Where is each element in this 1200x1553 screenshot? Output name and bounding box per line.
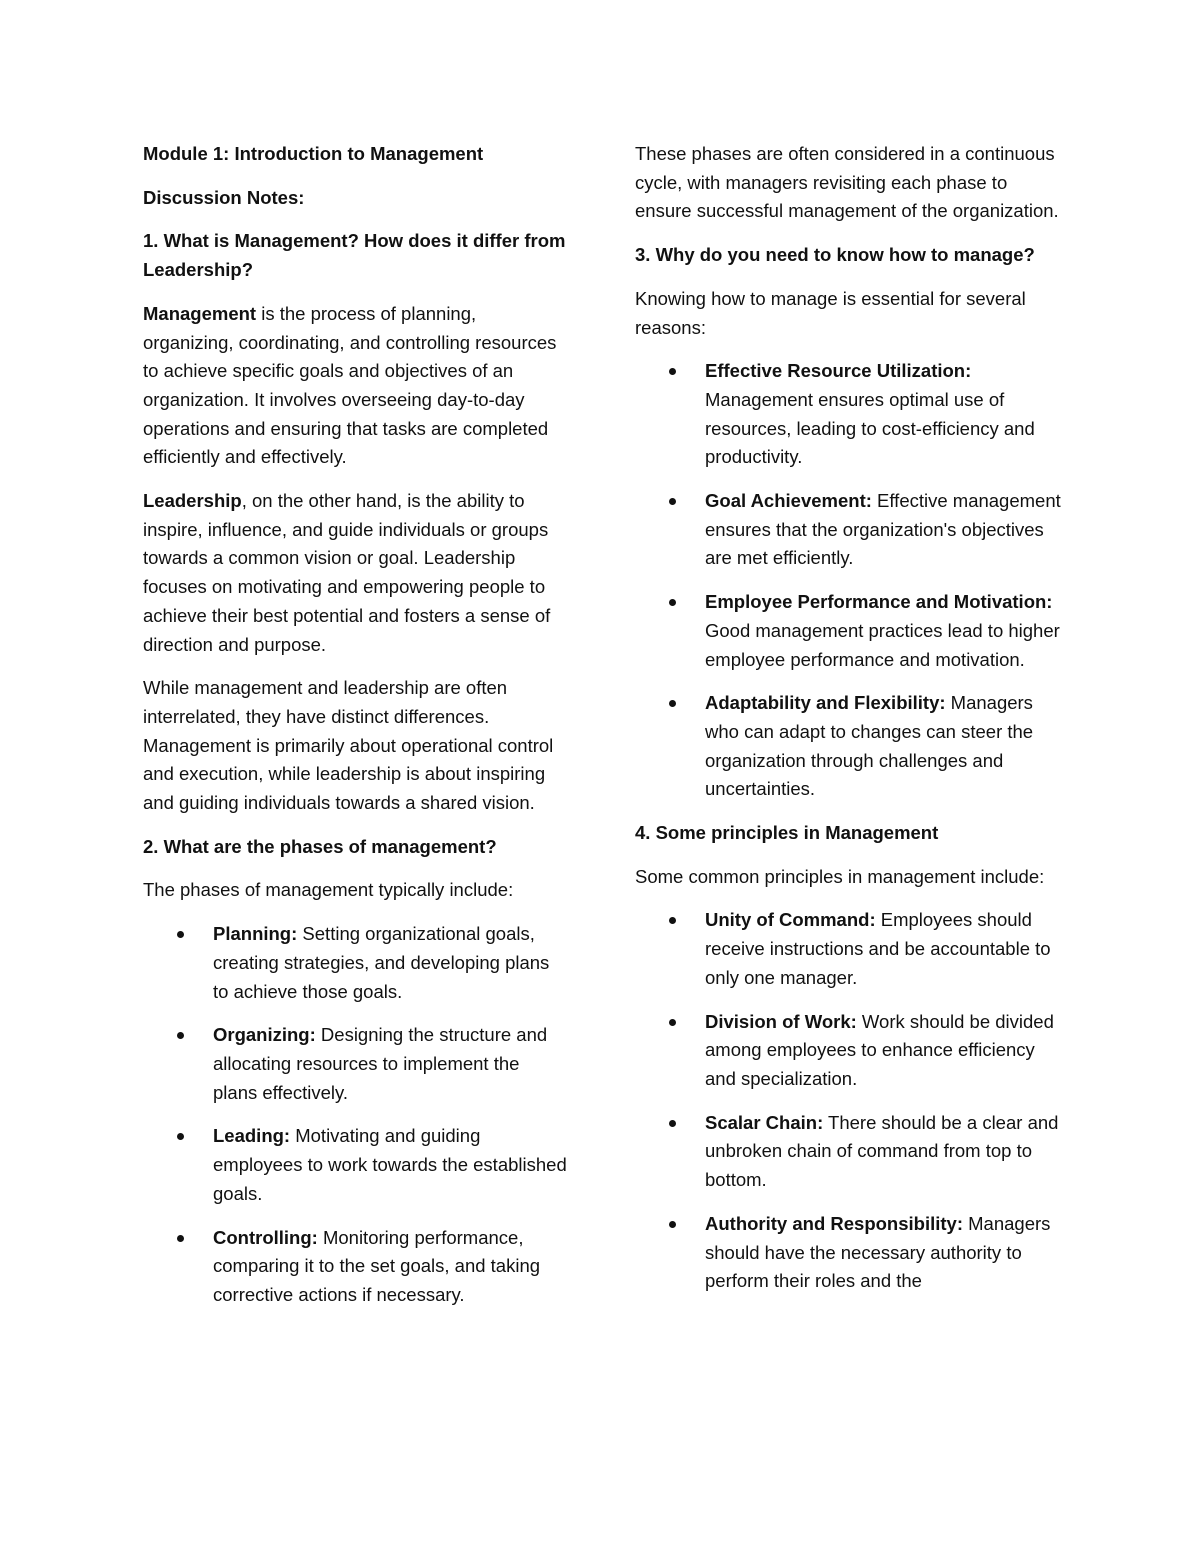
phases-cycle-paragraph: These phases are often considered in a continuous cycle, with managers revisiting each phase to ensure successful management of the organization. (635, 143, 1059, 222)
phases-list (143, 920, 568, 1309)
phases-intro: The phases of management typically include: (143, 879, 514, 901)
list-item-term: Organizing: (213, 1024, 316, 1046)
bullet-icon (669, 599, 676, 606)
list-item-term: Leading: (213, 1125, 291, 1147)
reasons-list (635, 357, 1065, 804)
list-item-term: Employee Performance and Motivation: (705, 591, 1053, 613)
list-item-text: Designing the structure and allocating resources to implement the plans effectively. (213, 1024, 548, 1103)
list-item-term: Goal Achievement: (705, 490, 872, 512)
bullet-icon (669, 700, 676, 707)
bullet-icon (669, 1019, 676, 1026)
bullet-icon (669, 917, 676, 924)
reasons-intro: Knowing how to manage is essential for several reasons: (635, 287, 1026, 338)
list-item-text: Management ensures optimal use of resources, leading to cost-efficiency and productivity. (705, 388, 1035, 468)
list-item-text: Work should be divided among employees to enhance efficiency and specialization. (705, 1010, 1054, 1089)
list-item-text: Employees should receive instructions and be accountable to only one manager. (705, 909, 1051, 988)
leadership-term: Leadership (143, 490, 242, 512)
bullet-icon (669, 1221, 676, 1228)
leadership-definition-text: , on the other hand, is the ability to inspire, influence, and guide individuals or groups towards a common vision or goal. Leadership focuses on motivating and empowering people to achieve their best potential and fosters a sense of direction and purpose. (143, 490, 551, 655)
list-item-text: Monitoring performance, comparing it to the set goals, and taking corrective actions if necessary. (213, 1226, 541, 1305)
list-item (143, 1122, 568, 1208)
list-item (635, 1109, 1065, 1195)
question-2-heading: 2. What are the phases of management? (143, 835, 497, 857)
bullet-icon (177, 1032, 184, 1039)
list-item-text: Motivating and guiding employees to work towards the established goals. (213, 1125, 567, 1204)
right-column (635, 140, 1065, 1311)
bullet-icon (177, 1235, 184, 1242)
list-item-term: Effective Resource Utilization: (705, 360, 972, 382)
bullet-icon (669, 368, 676, 375)
list-item (635, 357, 1065, 472)
bullet-icon (669, 498, 676, 505)
management-definition-text: is the process of planning, organizing, coordinating, and controlling resources to achieve specific goals and objectives of an organization. It involves overseeing day-to-day operations and ensuring that tasks are completed efficiently and effectively. (143, 302, 557, 468)
management-definition-paragraph (143, 300, 568, 472)
list-item-text: Managers who can adapt to changes can steer the organization through challenges and uncertainties. (705, 692, 1034, 800)
management-term: Management (143, 302, 257, 324)
list-item-term: Controlling: (213, 1226, 318, 1248)
principles-intro: Some common principles in management include: (635, 865, 1045, 887)
list-item-text: There should be a clear and unbroken chain of command from top to bottom. (705, 1111, 1059, 1191)
principles-list (635, 906, 1065, 1295)
list-item (635, 487, 1065, 573)
list-item-text: Good management practices lead to higher employee performance and motivation. (705, 619, 1060, 670)
list-item-text: Setting organizational goals, creating strategies, and developing plans to achieve those goals. (213, 923, 550, 1002)
module-title: Module 1: Introduction to Management (143, 143, 484, 164)
list-item (635, 906, 1065, 992)
leadership-definition-paragraph (143, 487, 568, 659)
list-item (635, 689, 1065, 804)
list-item-term: Authority and Responsibility: (705, 1212, 963, 1234)
list-item-term: Unity of Command: (705, 909, 876, 931)
list-item (635, 588, 1065, 674)
list-item (635, 1210, 1065, 1296)
question-3-heading: 3. Why do you need to know how to manage? (635, 244, 1035, 266)
list-item-term: Adaptability and Flexibility: (705, 692, 946, 714)
list-item (143, 1021, 568, 1107)
difference-paragraph: While management and leadership are often interrelated, they have distinct differences. Management is primarily about operational control and execution, while leadership is about inspiring and guiding individuals towards a shared vision. (143, 677, 554, 814)
bullet-icon (177, 931, 184, 938)
discussion-notes-heading: Discussion Notes: (143, 186, 305, 208)
list-item-term: Planning: (213, 923, 298, 945)
list-item-term: Division of Work: (705, 1010, 857, 1032)
bullet-icon (177, 1133, 184, 1140)
list-item-text: Effective management ensures that the organization's objectives are met efficiently. (705, 490, 1061, 569)
list-item (143, 920, 568, 1006)
left-column (143, 140, 568, 1325)
list-item (143, 1224, 568, 1310)
question-1-heading: 1. What is Management? How does it differ from Leadership? (143, 230, 566, 281)
list-item-text: Managers should have the necessary authority to perform their roles and the (705, 1212, 1051, 1292)
question-4-heading: 4. Some principles in Management (635, 822, 939, 844)
list-item (635, 1008, 1065, 1094)
list-item-term: Scalar Chain: (705, 1111, 824, 1133)
bullet-icon (669, 1120, 676, 1127)
